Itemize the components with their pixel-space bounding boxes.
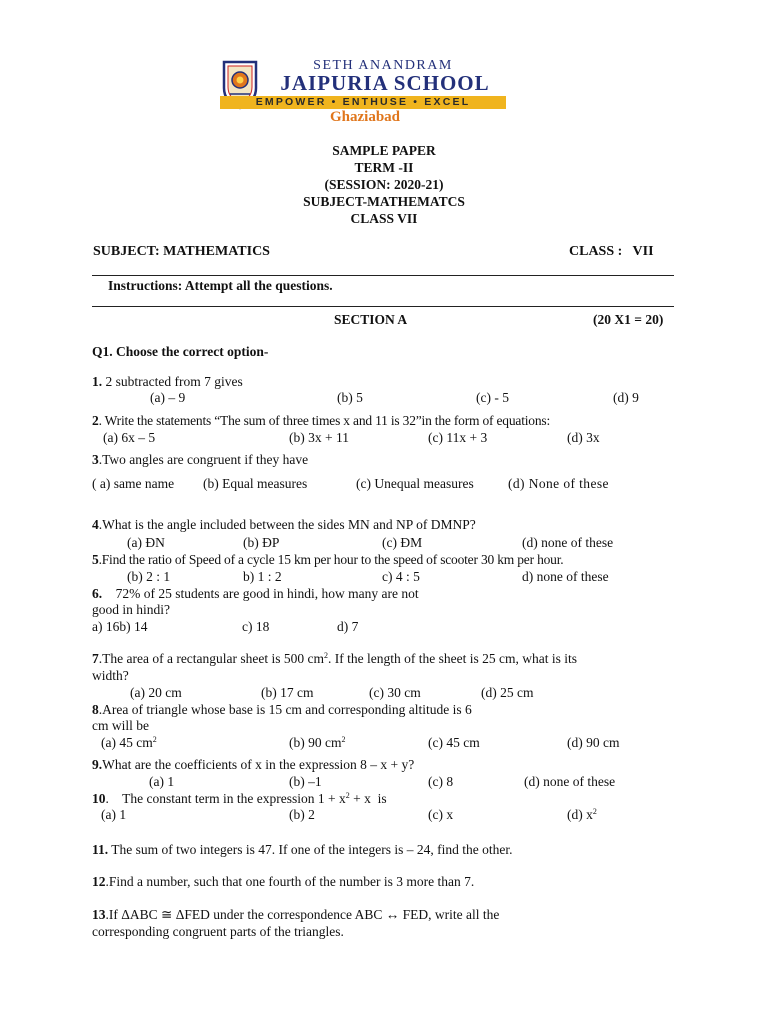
q10-option-c: (c) x [428, 807, 454, 822]
q7-option-d: (d) 25 cm [481, 685, 534, 700]
q10-option-b: (b) 2 [289, 807, 315, 822]
question-7: 7.The area of a rectangular sheet is 500 $cm^2$. If the length of the sheet is 25 cm, what is its [92, 651, 577, 666]
q8-option-b: (b) 90 $cm^2$ [289, 735, 346, 750]
q9-option-b: (b) –1 [289, 774, 322, 789]
instructions: Instructions: Attempt all the questions. [108, 278, 333, 293]
q8-option-a: (a) 45 $cm^2$ [101, 735, 157, 750]
question-5: 5.Find the ratio of Speed of a cycle 15 km per hour to the speed of scooter 30 km per hour. [92, 552, 564, 567]
question-10: 10. The constant term in the expression $1 + x^2 + x$ is [92, 791, 387, 806]
school-name-line1: SETH ANANDRAM [313, 58, 453, 73]
q6-option-c: c) 18 [242, 619, 270, 634]
q5-option-d: d) none of these [522, 569, 609, 584]
q4-option-d: (d) none of these [522, 535, 614, 550]
q4-option-b: (b) ÐP [243, 535, 280, 550]
q5-option-a: (b) 2 : 1 [127, 569, 171, 584]
q9-option-c: (c) 8 [428, 774, 454, 789]
q3-option-a: ( a) same name [92, 476, 175, 491]
school-tagline: EMPOWER • ENTHUSE • EXCEL [220, 96, 506, 109]
q9-option-d: (d) none of these [524, 774, 616, 789]
question-7-cont: width? [92, 668, 129, 683]
q7-option-b: (b) 17 cm [261, 685, 314, 700]
question-6: 6. 72% of 25 students are good in hindi, how many are not [92, 586, 419, 601]
question-6-cont: good in hindi? [92, 602, 170, 617]
question-11: 11. The sum of two integers is 47. If one of the integers is – 24, find the other. [92, 842, 513, 857]
question-heading: Q1. Choose the correct option- [92, 344, 269, 359]
q2-option-c: (c) 11x + 3 [428, 430, 488, 445]
divider [92, 306, 674, 307]
q8-option-d: (d) 90 cm [567, 735, 620, 750]
question-4: 4.What is the angle included between the sides MN and NP of DMNP? [92, 517, 476, 532]
question-9: 9.What are the coefficients of x in the expression 8 – x + y? [92, 757, 415, 772]
q3-option-c: (c) Unequal measures [356, 476, 474, 491]
question-12: 12.Find a number, such that one fourth of the number is 3 more than 7. [92, 874, 475, 889]
q5-option-b: b) 1 : 2 [243, 569, 282, 584]
q4-option-c: (c) ÐM [382, 535, 423, 550]
q1-option-c: (c) - 5 [476, 390, 509, 405]
class-label: CLASS : VII [569, 244, 654, 259]
term-label: TERM -II [354, 160, 414, 175]
school-city: Ghaziabad [329, 109, 401, 125]
q7-option-c: (c) 30 cm [369, 685, 421, 700]
school-name-line2: JAIPURIA SCHOOL [280, 71, 490, 95]
question-13: 13.If ΔABC ≅ ΔFED under the correspondence ABC ↔ FED, write all the [92, 907, 500, 922]
question-2: 2. Write the statements “The sum of three times x and 11 is 32”in the form of equations: [92, 413, 551, 428]
q6-option-ab: a) 16b) 14 [92, 619, 148, 634]
q10-option-d: (d) $x^2$ [567, 807, 597, 822]
q2-option-a: (a) 6x – 5 [103, 430, 156, 445]
q3-option-d: (d) None of these [508, 476, 609, 491]
question-13-cont: corresponding congruent parts of the triangles. [92, 924, 344, 939]
q2-option-b: (b) 3x + 11 [289, 430, 349, 445]
section-marks: (20 X1 = 20) [593, 312, 664, 327]
q9-option-a: (a) 1 [149, 774, 175, 789]
q1-option-a: (a) – 9 [150, 390, 186, 405]
q6-option-d: d) 7 [337, 619, 359, 634]
q1-option-d: (d) 9 [613, 390, 639, 405]
q5-option-c: c) 4 : 5 [382, 569, 420, 584]
divider [92, 275, 674, 276]
q8-option-c: (c) 45 cm [428, 735, 480, 750]
q1-option-b: (b) 5 [337, 390, 363, 405]
question-8-cont: cm will be [92, 718, 149, 733]
question-3: 3.Two angles are congruent if they have [92, 452, 309, 467]
section-title: SECTION A [334, 312, 408, 327]
question-1: 1. 2 subtracted from 7 gives [92, 374, 243, 389]
paper-title: SAMPLE PAPER [332, 143, 436, 158]
q3-option-b: (b) Equal measures [203, 476, 308, 491]
question-8: 8.Area of triangle whose base is 15 cm and corresponding altitude is 6 [92, 702, 472, 717]
q10-option-a: (a) 1 [101, 807, 127, 822]
class-title: CLASS VII [350, 211, 418, 226]
subject-label: SUBJECT: MATHEMATICS [93, 244, 270, 259]
session-label: (SESSION: 2020-21) [324, 177, 444, 192]
q7-option-a: (a) 20 cm [130, 685, 182, 700]
subject-title: SUBJECT-MATHEMATCS [303, 194, 465, 209]
q4-option-a: (a) ÐN [127, 535, 165, 550]
q2-option-d: (d) 3x [567, 430, 600, 445]
